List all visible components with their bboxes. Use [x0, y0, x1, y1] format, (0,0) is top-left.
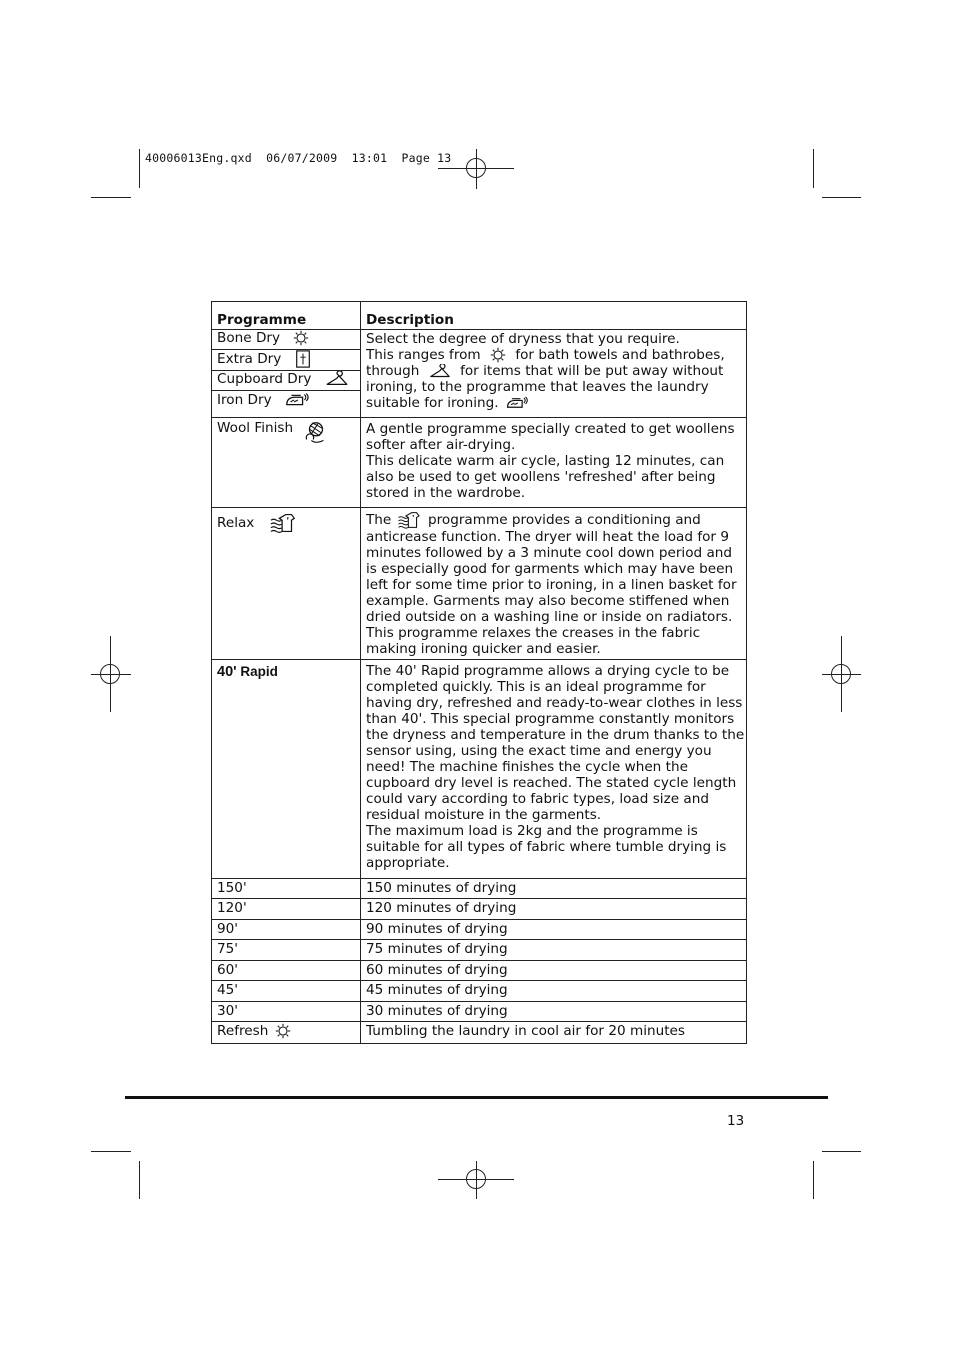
description-cell: 120 minutes of drying [361, 899, 747, 920]
description-cell: 150 minutes of drying [361, 879, 747, 899]
table-row [212, 1002, 747, 1022]
description-cell: Tumbling the laundry in cool air for 20 minutes [361, 1022, 747, 1044]
description-cell: 75 minutes of drying [361, 940, 747, 961]
description-cell: 90 minutes of drying [361, 920, 747, 940]
crop-mark [91, 197, 131, 198]
programme-name-cell [212, 350, 361, 371]
crop-mark [822, 1151, 861, 1152]
programme-table [211, 301, 747, 1044]
iron-icon [505, 395, 529, 411]
table-row [212, 981, 747, 1002]
programme-name: Refresh [217, 1023, 269, 1039]
programme-name: Wool Finish [217, 420, 294, 436]
iron-icon [284, 391, 310, 409]
programme-name: 30' [212, 1002, 361, 1022]
table-row [212, 940, 747, 961]
programme-name-cell [212, 371, 361, 391]
crop-mark [139, 149, 140, 188]
sun-icon [274, 1023, 292, 1039]
programme-name: 75' [212, 940, 361, 961]
programme-name: Iron Dry [217, 392, 272, 408]
crop-mark [813, 1161, 814, 1199]
column-header-programme: Programme [212, 302, 361, 330]
table-header-row [212, 302, 747, 330]
wardrobe-icon [294, 350, 312, 368]
programme-name-cell [212, 508, 361, 660]
programme-name-cell [212, 418, 361, 508]
page-number: 13 [727, 1113, 745, 1129]
programme-name: Cupboard Dry [217, 371, 312, 387]
programme-name: 60' [212, 961, 361, 981]
description-paragraph: A gentle programme specially created to get woollens softer after air-drying. [366, 421, 735, 453]
description-cell: 45 minutes of drying [361, 981, 747, 1002]
crop-mark [822, 197, 861, 198]
table-row [212, 961, 747, 981]
programme-name: Relax [217, 515, 255, 531]
table-row [212, 508, 747, 660]
wool-ball-icon [303, 420, 329, 446]
programme-name: 150' [212, 879, 361, 899]
description-line: through for items that will be put away without [366, 363, 724, 379]
table-row [212, 899, 747, 920]
description-line: This ranges from for bath towels and bathrobes, [366, 347, 725, 363]
table-row [212, 330, 747, 350]
hanger-icon [324, 371, 350, 387]
description-line: Select the degree of dryness that you require. [366, 331, 680, 347]
print-slug: 40006013Eng.qxd 06/07/2009 13:01 Page 13 [145, 151, 452, 165]
sun-icon [292, 330, 310, 346]
programme-name: 45' [212, 981, 361, 1002]
footer-rule [125, 1096, 828, 1099]
description-cell [361, 660, 747, 879]
sun-icon [489, 347, 507, 363]
programme-name-cell [212, 1022, 361, 1044]
programme-name-cell [212, 330, 361, 350]
description-cell: 30 minutes of drying [361, 1002, 747, 1022]
description-line: suitable for ironing. [366, 395, 746, 411]
column-header-description: Description [361, 302, 747, 330]
table-row [212, 879, 747, 899]
programme-name-cell [212, 660, 361, 879]
description-paragraph: The 40' Rapid programme allows a drying cycle to be completed quickly. This is an ideal programme for having dry, refreshed and ready-to-wear clothes in less than 40'. This special programme constantly monitors the dryness and temperature in the drum thanks to the sensor using, using the exact time and energy you need! The machine finishes the cycle when the cupboard dry level is reached. The stated cycle length could vary according to fabric types, load size and residual moisture in the garments. [366, 663, 745, 823]
table-row [212, 1022, 747, 1044]
relax-shirt-icon [396, 511, 424, 529]
programme-name: 120' [212, 899, 361, 920]
description-paragraph: The programme provides a conditioning and anticrease function. The dryer will heat the load for 9 minutes followed by a 3 minute cool down period and is especially good for garments which may have been left for some time prior to ironing, in a linen basket for example. Garments may also become stiffened when dried outside on a washing line or inside on radiators. This programme relaxes the creases in the fabric making ironing quicker and easier. [366, 512, 737, 657]
programme-name-cell [212, 391, 361, 418]
crop-mark [139, 1161, 140, 1199]
programme-name: Bone Dry [217, 330, 281, 346]
table-row [212, 660, 747, 879]
dryness-description-cell [361, 330, 747, 418]
programme-name: Extra Dry [217, 351, 282, 367]
description-paragraph: This delicate warm air cycle, lasting 12 minutes, can also be used to get woollens 'refreshed' after being stored in the wardrobe. [366, 453, 725, 501]
programme-name: 90' [212, 920, 361, 940]
description-cell [361, 418, 747, 508]
crop-mark [91, 1151, 131, 1152]
description-paragraph: The maximum load is 2kg and the programme is suitable for all types of fabric where tumble drying is appropriate. [366, 823, 727, 871]
description-cell: 60 minutes of drying [361, 961, 747, 981]
table-row [212, 418, 747, 508]
programme-name-rapid: 40' Rapid [217, 664, 278, 680]
relax-shirt-icon [269, 512, 299, 534]
crop-mark [813, 149, 814, 188]
description-cell [361, 508, 747, 660]
table-row [212, 920, 747, 940]
hanger-icon [428, 364, 452, 379]
description-line: ironing, to the programme that leaves the laundry [366, 379, 709, 395]
